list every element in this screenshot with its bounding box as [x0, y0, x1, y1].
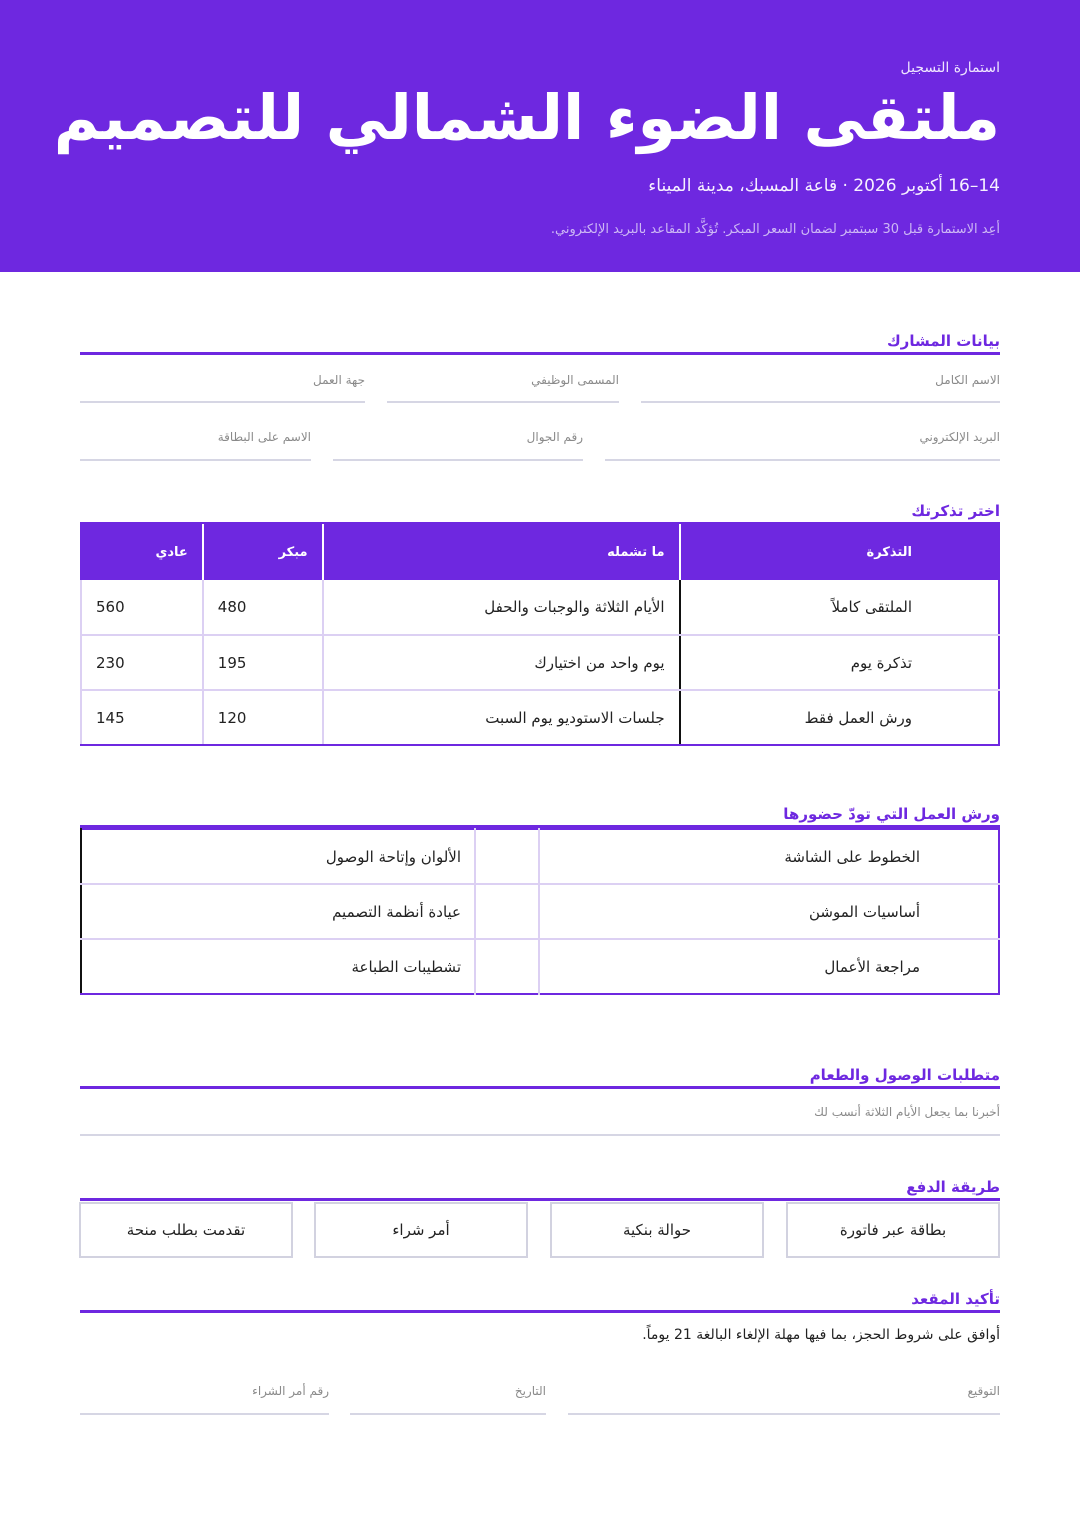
payment-option-bank-transfer[interactable]: حوالة بنكية: [550, 1202, 764, 1258]
agreement-text: أوافق على شروط الحجز، بما فيها مهلة الإلغاء البالغة 21 يوماً.: [642, 1327, 1000, 1343]
po-number-label: رقم أمر الشراء: [252, 1384, 329, 1398]
ticket-includes: جلسات الاستوديو يوم السبت: [323, 690, 680, 745]
access-requirements-field[interactable]: [80, 1104, 1000, 1136]
po-number-field[interactable]: [80, 1383, 329, 1415]
ticket-regular-price: 145: [81, 690, 203, 745]
col-ticket: التذكرة: [680, 524, 999, 580]
badge-name-field[interactable]: [80, 429, 311, 461]
badge-name-label: الاسم على البطاقة: [217, 430, 311, 444]
ticket-regular-price: 560: [81, 580, 203, 635]
workshop-row: [81, 829, 999, 884]
workshop-option[interactable]: أساسيات الموشن: [539, 884, 999, 939]
job-title-field[interactable]: [387, 372, 619, 403]
page-title: ملتقى الضوء الشمالي للتصميم: [53, 81, 1000, 154]
mobile-field[interactable]: [333, 429, 583, 461]
deadline-note: أعِد الاستمارة قبل 30 سبتمبر لضمان السعر المبكر. تُؤكَّد المقاعد بالبريد الإلكتروني.: [550, 222, 1000, 237]
date-field[interactable]: [350, 1383, 546, 1415]
access-placeholder: أخبرنا بما يجعل الأيام الثلاثة أنسب لك: [814, 1105, 1000, 1119]
workshop-row: [81, 939, 999, 994]
access-section-title: متطلبات الوصول والطعام: [80, 1066, 1000, 1089]
table-row[interactable]: [81, 580, 999, 635]
col-regular: عادي: [81, 524, 203, 580]
workshop-option[interactable]: الألوان وإتاحة الوصول: [81, 829, 475, 884]
table-row[interactable]: [81, 635, 999, 690]
payment-option-purchase-order[interactable]: أمر شراء: [314, 1202, 528, 1258]
col-includes: ما تشمله: [323, 524, 680, 580]
tickets-section-title: اختر تذكرتك: [80, 502, 1000, 525]
workshops-table: [80, 828, 1000, 995]
ticket-name: الملتقى كاملاً: [680, 580, 999, 635]
ticket-name: تذكرة يوم: [680, 635, 999, 690]
form-header: [0, 0, 1080, 272]
workshops-section-title: ورش العمل التي تودّ حضورها: [80, 805, 1000, 828]
ticket-early-price: 480: [203, 580, 323, 635]
workshop-checkbox[interactable]: [475, 939, 539, 994]
ticket-regular-price: 230: [81, 635, 203, 690]
tickets-header-row: [81, 524, 999, 580]
col-early: مبكر: [203, 524, 323, 580]
ticket-includes: يوم واحد من اختيارك: [323, 635, 680, 690]
employer-field[interactable]: [80, 372, 365, 403]
signature-field[interactable]: [568, 1383, 1000, 1415]
workshop-option[interactable]: تشطيبات الطباعة: [81, 939, 475, 994]
signature-label: التوقيع: [967, 1384, 1000, 1398]
table-row[interactable]: [81, 690, 999, 745]
ticket-includes: الأيام الثلاثة والوجبات والحفل: [323, 580, 680, 635]
full-name-field[interactable]: [641, 372, 1000, 403]
workshop-checkbox[interactable]: [475, 829, 539, 884]
confirmation-section-title: تأكيد المقعد: [80, 1290, 1000, 1313]
ticket-early-price: 120: [203, 690, 323, 745]
email-field[interactable]: [605, 429, 1000, 461]
date-label: التاريخ: [514, 1384, 546, 1398]
payment-section-title: طريقة الدفع: [80, 1178, 1000, 1201]
event-dates: 14–16 أكتوبر 2026 · قاعة المسبك، مدينة الميناء: [648, 176, 1000, 196]
email-label: البريد الإلكتروني: [919, 430, 1000, 444]
workshop-checkbox[interactable]: [475, 884, 539, 939]
mobile-label: رقم الجوال: [526, 430, 583, 444]
workshop-option[interactable]: الخطوط على الشاشة: [539, 829, 999, 884]
full-name-label: الاسم الكامل: [935, 373, 1000, 387]
form-eyebrow: استمارة التسجيل: [900, 60, 1000, 76]
workshop-option[interactable]: عيادة أنظمة التصميم: [81, 884, 475, 939]
tickets-table: [80, 524, 1000, 746]
payment-option-card-invoice[interactable]: بطاقة عبر فاتورة: [786, 1202, 1000, 1258]
workshop-row: [81, 884, 999, 939]
workshop-option[interactable]: مراجعة الأعمال: [824, 957, 920, 976]
participant-section-title: بيانات المشارك: [80, 332, 1000, 355]
payment-option-grant[interactable]: تقدمت بطلب منحة: [79, 1202, 293, 1258]
ticket-name: ورش العمل فقط: [680, 690, 999, 745]
job-title-label: المسمى الوظيفي: [531, 373, 619, 387]
ticket-early-price: 195: [203, 635, 323, 690]
employer-label: جهة العمل: [312, 373, 365, 387]
